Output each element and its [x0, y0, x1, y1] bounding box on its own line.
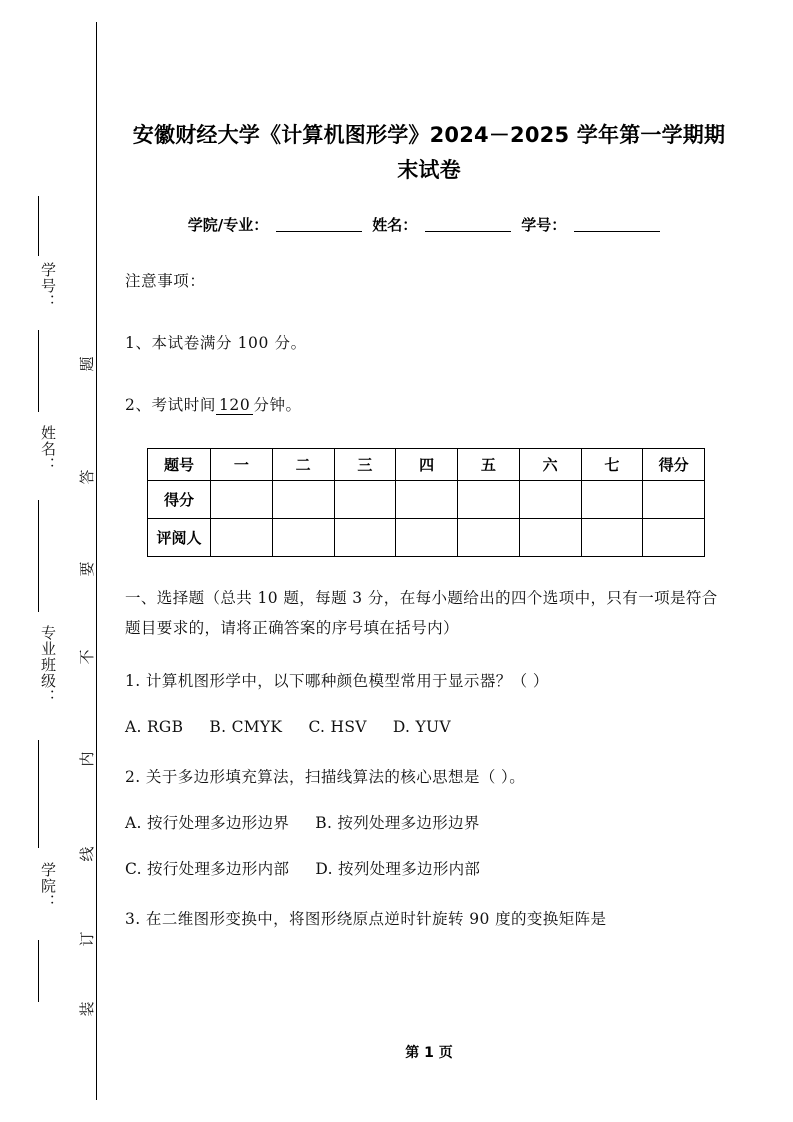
score-table-header-7: 七 — [581, 449, 643, 481]
sidebar-char-2: 要 — [78, 561, 96, 577]
sidebar-rule-segment-5 — [38, 940, 39, 1002]
score-table-row-label-0: 得分 — [148, 481, 211, 519]
sidebar-char-4: 内 — [78, 751, 96, 767]
score-cell[interactable] — [458, 481, 520, 519]
score-cell[interactable] — [581, 481, 643, 519]
score-cell[interactable] — [396, 481, 458, 519]
question-3-stem: 3. 在二维图形变换中，将图形绕原点逆时针旋转 90 度的变换矩阵是 — [125, 910, 607, 928]
score-table-row-label-1: 评阅人 — [148, 519, 211, 557]
score-table-header-8: 得分 — [643, 449, 705, 481]
question-2-options-cd[interactable]: C. 按行处理多边形内部 D. 按列处理多边形内部 — [125, 860, 481, 878]
score-table-header-6: 六 — [519, 449, 581, 481]
student-info-line — [125, 214, 733, 236]
sidebar-label-college: 学院： — [39, 862, 57, 910]
field-blank-name[interactable] — [425, 231, 511, 232]
score-table — [147, 448, 705, 557]
field-blank-college-major[interactable] — [276, 231, 362, 232]
sidebar-char-0: 题 — [78, 356, 96, 372]
sidebar-rule-segment-3 — [38, 500, 39, 612]
question-2-options-ab[interactable]: A. 按行处理多边形边界 B. 按列处理多边形边界 — [125, 814, 480, 832]
sidebar-char-7: 装 — [78, 1001, 96, 1017]
page-footer: 第 1 页 — [405, 1045, 453, 1061]
field-blank-student-id[interactable] — [574, 231, 660, 232]
table-row — [148, 519, 705, 557]
sidebar-rule-segment-1 — [38, 196, 39, 256]
sidebar-char-6: 订 — [78, 931, 96, 947]
sidebar-label-name: 姓名： — [39, 425, 57, 473]
score-cell[interactable] — [272, 481, 334, 519]
sidebar-label-student-id: 学号： — [39, 262, 57, 310]
exam-duration-value: 120 — [216, 396, 253, 415]
field-label-college-major: 学院/专业： — [187, 216, 269, 234]
question-1-options[interactable]: A. RGB B. CMYK C. HSV D. YUV — [125, 718, 451, 736]
reviewer-cell[interactable] — [458, 519, 520, 557]
field-label-name: 姓名： — [372, 216, 418, 234]
binding-sidebar — [0, 0, 97, 1122]
table-row — [148, 481, 705, 519]
sidebar-rule-segment-2 — [38, 330, 39, 412]
score-cell[interactable] — [519, 481, 581, 519]
score-table-header-0: 题号 — [148, 449, 211, 481]
sidebar-char-5: 线 — [78, 846, 96, 862]
sidebar-label-class: 专业班级： — [39, 625, 57, 705]
section-heading-multiple-choice: 一、选择题（总共 10 题，每题 3 分，在每小题给出的四个选项中，只有一项是符合题目要求的，请将正确答案的序号填在括号内） — [125, 589, 718, 637]
sidebar-vertical-rule — [96, 22, 97, 1100]
page-content — [125, 0, 733, 1122]
reviewer-cell[interactable] — [643, 519, 705, 557]
notes-item-1: 1、本试卷满分 100 分。 — [125, 334, 307, 352]
score-table-header-4: 四 — [396, 449, 458, 481]
notes-item-2 — [125, 394, 733, 416]
reviewer-cell[interactable] — [581, 519, 643, 557]
reviewer-cell[interactable] — [272, 519, 334, 557]
field-label-student-id: 学号： — [521, 216, 567, 234]
reviewer-cell[interactable] — [396, 519, 458, 557]
sidebar-char-1: 答 — [78, 469, 96, 485]
question-1-stem: 1. 计算机图形学中，以下哪种颜色模型常用于显示器？（ ） — [125, 672, 549, 690]
score-table-header-3: 三 — [334, 449, 396, 481]
score-table-header-1: 一 — [211, 449, 273, 481]
page-title: 安徽财经大学《计算机图形学》2024－2025 学年第一学期期末试卷 — [132, 123, 726, 182]
sidebar-rule-segment-4 — [38, 740, 39, 848]
score-cell[interactable] — [334, 481, 396, 519]
score-cell[interactable] — [211, 481, 273, 519]
sidebar-char-3: 不 — [78, 649, 96, 665]
question-2-stem: 2. 关于多边形填充算法，扫描线算法的核心思想是（ ）。 — [125, 768, 526, 786]
score-table-header-2: 二 — [272, 449, 334, 481]
score-cell[interactable] — [643, 481, 705, 519]
notes-item-2-prefix: 2、考试时间 — [125, 396, 216, 414]
score-table-header-5: 五 — [458, 449, 520, 481]
notes-heading: 注意事项： — [125, 272, 206, 290]
reviewer-cell[interactable] — [334, 519, 396, 557]
reviewer-cell[interactable] — [211, 519, 273, 557]
reviewer-cell[interactable] — [519, 519, 581, 557]
table-row — [148, 449, 705, 481]
notes-item-2-suffix: 分钟。 — [253, 396, 302, 414]
